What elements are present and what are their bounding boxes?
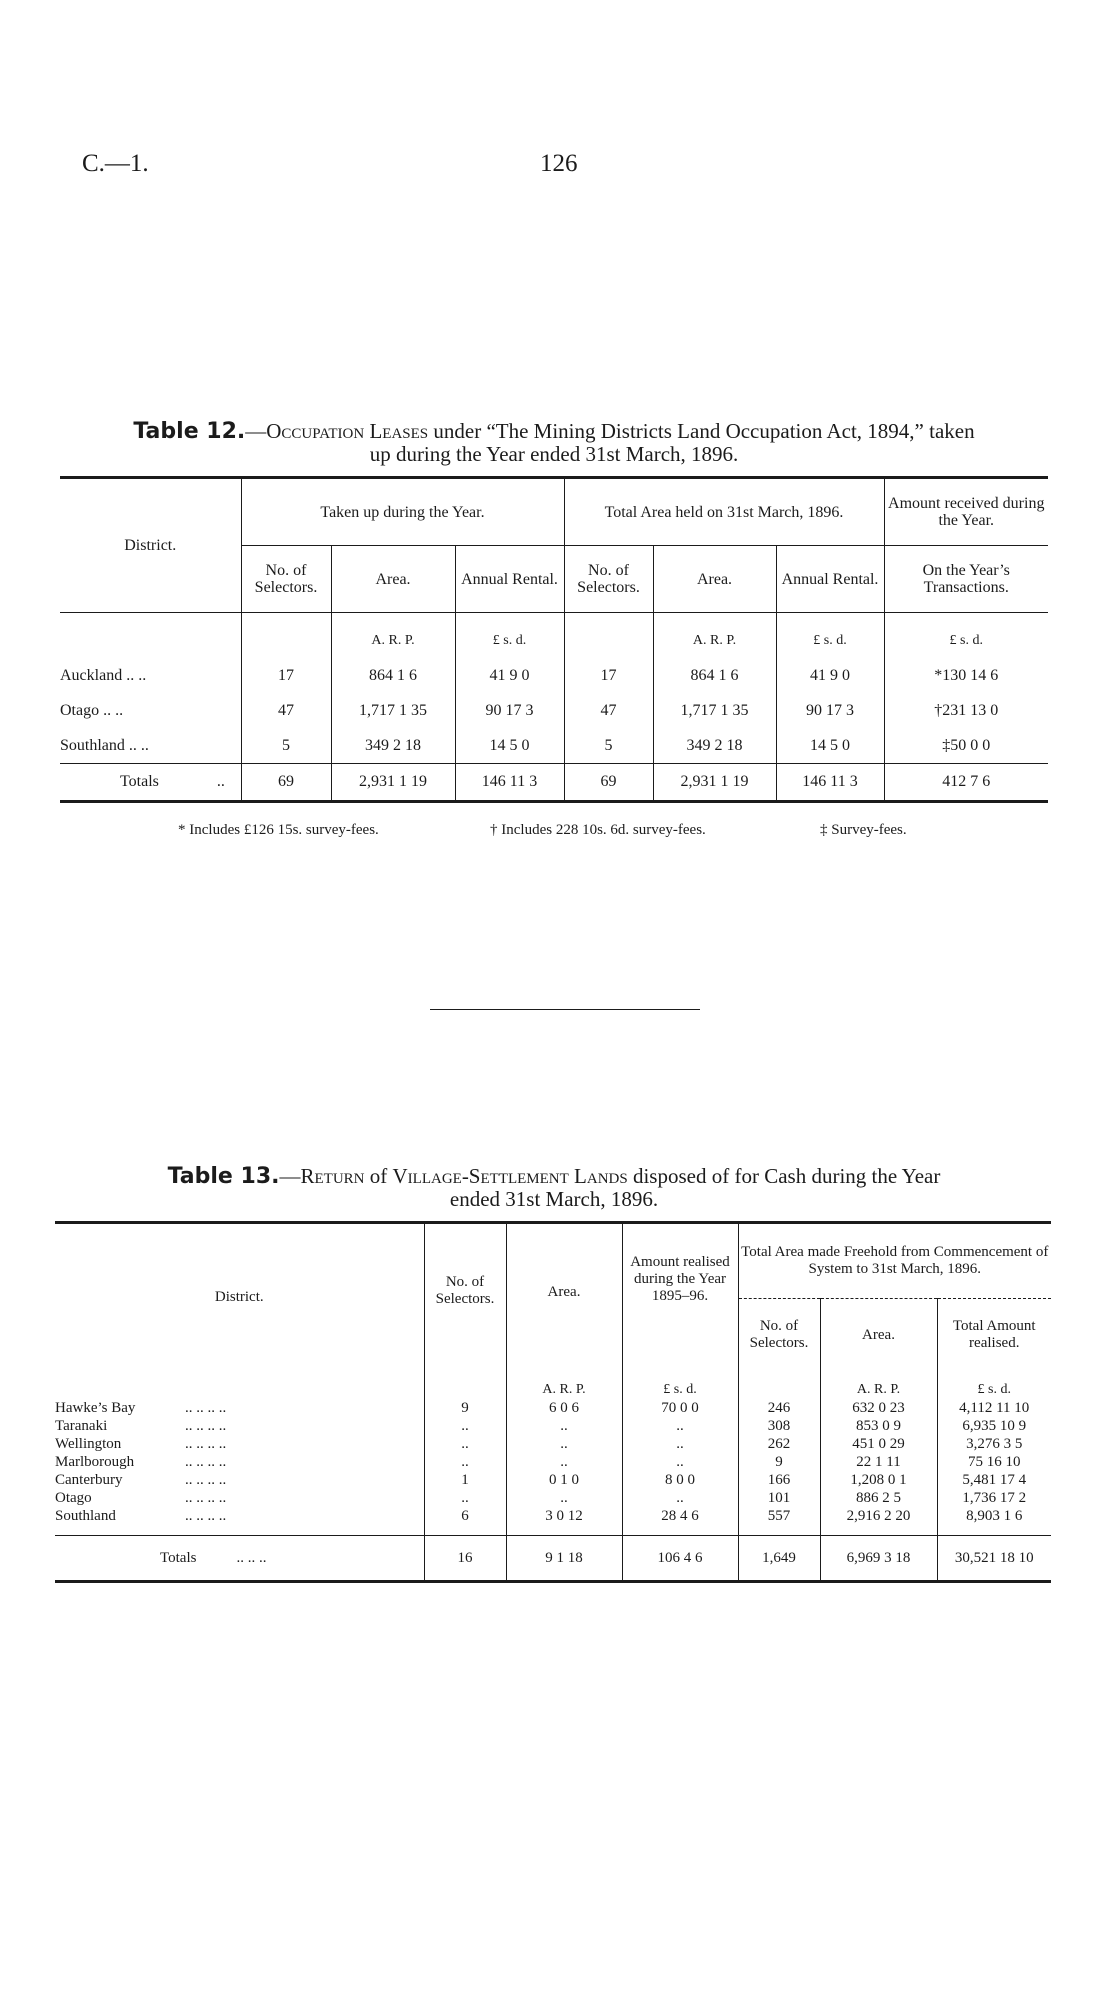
group-amount-received: Amount received during the Year. [884, 478, 1048, 546]
totals-row [60, 764, 1048, 802]
cell-area: .. [506, 1453, 622, 1471]
table-13-title-line1: disposed of for Cash during the Year [627, 1164, 941, 1188]
cell-amount: .. [622, 1435, 738, 1453]
cell-district: Auckland .. .. [60, 666, 147, 684]
cell-freehold-selectors: 262 [738, 1435, 820, 1453]
table-13 [55, 1221, 1051, 1583]
table-row [55, 1399, 1051, 1417]
table-13-title-sc2: Village-Settlement Lands [392, 1164, 628, 1188]
cell-selectors: .. [424, 1435, 506, 1453]
cell-area-2: 1,717 1 35 [653, 693, 776, 728]
cell-freehold-selectors: 246 [738, 1399, 820, 1417]
cell-freehold-area: 1,208 0 1 [820, 1471, 937, 1489]
district-name: Marlborough [55, 1454, 135, 1470]
cell-district: Otago .. .. [60, 701, 124, 719]
table-13-title-of: of [364, 1164, 393, 1188]
cell-freehold-area: 22 1 11 [820, 1453, 937, 1471]
total-selectors: 69 [241, 764, 331, 802]
cell-selectors-2: 5 [564, 728, 653, 764]
cell-freehold-total: 75 16 10 [937, 1453, 1051, 1471]
table-12-title-line1: under “The Mining Districts Land Occupation Act, 1894,” taken [428, 419, 975, 443]
cell-selectors: .. [424, 1453, 506, 1471]
district-name: Taranaki [55, 1418, 108, 1434]
cell-selectors: 1 [424, 1471, 506, 1489]
cell-rental-2: 41 9 0 [776, 658, 884, 693]
totals-label: Totals [120, 773, 159, 790]
cell-area: 3 0 12 [506, 1507, 622, 1525]
cell-area: 0 1 0 [506, 1471, 622, 1489]
district-name: Canterbury [55, 1472, 123, 1488]
cell-amount: 28 4 6 [622, 1507, 738, 1525]
cell-selectors: .. [424, 1489, 506, 1507]
table-13-title-sc1: Return [300, 1164, 365, 1188]
cell-freehold-selectors: 166 [738, 1471, 820, 1489]
total-freehold-area: 6,969 3 18 [820, 1536, 937, 1582]
unit-arp-2: A. R. P. [653, 613, 776, 659]
leader-dots: .. .. .. .. [185, 1490, 227, 1506]
cell-freehold-total: 5,481 17 4 [937, 1471, 1051, 1489]
table-12-title: Table 12.—Occupation Leases under “The Mining Districts Land Occupation Act, 1894,” taken up during the Year ended 31st March, 1896. [60, 420, 1048, 465]
total-amount: 106 4 6 [622, 1536, 738, 1582]
table-row [55, 1453, 1051, 1471]
table-row [60, 728, 1048, 764]
cell-district [55, 1489, 424, 1507]
cell-rental: 14 5 0 [455, 728, 564, 764]
cell-rental: 90 17 3 [455, 693, 564, 728]
cell-freehold-selectors: 101 [738, 1489, 820, 1507]
total-area-2: 2,931 1 19 [653, 764, 776, 802]
table-row [55, 1435, 1051, 1453]
table-12-title-line2: up during the Year ended 31st March, 1896. [369, 442, 739, 466]
col-area: Area. [506, 1223, 622, 1372]
table-row [55, 1471, 1051, 1489]
cell-freehold-area: 451 0 29 [820, 1435, 937, 1453]
cell-freehold-total: 3,276 3 5 [937, 1435, 1051, 1453]
sub-area: Area. [331, 546, 455, 613]
totals-label: Totals [160, 1550, 197, 1566]
cell-district [55, 1471, 424, 1489]
sub-selectors: No. of Selectors. [738, 1299, 820, 1372]
unit-arp: A. R. P. [506, 1371, 622, 1399]
leader-dots: .. .. .. .. [185, 1418, 227, 1434]
cell-freehold-total: 1,736 17 2 [937, 1489, 1051, 1507]
cell-selectors: 6 [424, 1507, 506, 1525]
cell-selectors-2: 17 [564, 658, 653, 693]
sub-rental-2: Annual Rental. [776, 546, 884, 613]
table-12-title-smallcaps: Occupation Leases [266, 419, 429, 443]
unit-lsd-3: £ s. d. [884, 613, 1048, 659]
leader-dots: .. .. .. .. [185, 1454, 227, 1470]
footnote-2: † Includes 228 10s. 6d. survey-fees. [490, 822, 706, 838]
total-area: 2,931 1 19 [331, 764, 455, 802]
cell-amount: *130 14 6 [884, 658, 1048, 693]
group-total-area: Total Area held on 31st March, 1896. [564, 478, 884, 546]
cell-rental-2: 14 5 0 [776, 728, 884, 764]
cell-freehold-area: 2,916 2 20 [820, 1507, 937, 1525]
total-selectors: 16 [424, 1536, 506, 1582]
cell-district [55, 1399, 424, 1417]
totals-label-cell [60, 764, 241, 802]
cell-area: 1,717 1 35 [331, 693, 455, 728]
table-13-title-line2: ended 31st March, 1896. [449, 1187, 659, 1211]
totals-dots: .. [216, 773, 225, 790]
cell-area-2: 864 1 6 [653, 658, 776, 693]
sub-area-2: Area. [653, 546, 776, 613]
sub-rental: Annual Rental. [455, 546, 564, 613]
leader-dots: .. .. .. .. [185, 1472, 227, 1488]
cell-freehold-selectors: 308 [738, 1417, 820, 1435]
cell-freehold-total: 8,903 1 6 [937, 1507, 1051, 1525]
unit-lsd-2: £ s. d. [776, 613, 884, 659]
total-amount: 412 7 6 [884, 764, 1048, 802]
cell-amount: .. [622, 1417, 738, 1435]
cell-freehold-area: 632 0 23 [820, 1399, 937, 1417]
col-amount: Amount realised during the Year 1895–96. [622, 1223, 738, 1372]
cell-selectors: 5 [241, 728, 331, 764]
cell-selectors: 17 [241, 658, 331, 693]
cell-area: .. [506, 1435, 622, 1453]
group-freehold: Total Area made Freehold from Commencement of System to 31st March, 1896. [738, 1223, 1051, 1299]
unit-lsd: £ s. d. [455, 613, 564, 659]
cell-area: 6 0 6 [506, 1399, 622, 1417]
cell-area: .. [506, 1417, 622, 1435]
table-row [55, 1507, 1051, 1525]
cell-district [55, 1507, 424, 1525]
sub-total-amount: Total Amount realised. [937, 1299, 1051, 1372]
sub-selectors: No. of Selectors. [241, 546, 331, 613]
cell-area: 349 2 18 [331, 728, 455, 764]
cell-selectors: 9 [424, 1399, 506, 1417]
unit-arp: A. R. P. [331, 613, 455, 659]
footnote-3: ‡ Survey-fees. [820, 822, 907, 838]
cell-selectors-2: 47 [564, 693, 653, 728]
cell-freehold-area: 853 0 9 [820, 1417, 937, 1435]
unit-arp-2: A. R. P. [820, 1371, 937, 1399]
cell-area: 864 1 6 [331, 658, 455, 693]
totals-dots: .. .. .. [236, 1550, 267, 1566]
district-name: Otago [55, 1490, 92, 1506]
table-12-label: Table 12. [133, 419, 246, 444]
total-rental: 146 11 3 [455, 764, 564, 802]
section-divider [430, 1009, 700, 1010]
totals-row [55, 1536, 1051, 1582]
footnote-1: * Includes £126 15s. survey-fees. [178, 822, 379, 838]
sub-area: Area. [820, 1299, 937, 1372]
cell-freehold-selectors: 557 [738, 1507, 820, 1525]
total-freehold-amount: 30,521 18 10 [937, 1536, 1051, 1582]
cell-area-2: 349 2 18 [653, 728, 776, 764]
cell-amount: 70 0 0 [622, 1399, 738, 1417]
district-name: Southland [55, 1508, 116, 1524]
table-row [55, 1417, 1051, 1435]
cell-amount: .. [622, 1489, 738, 1507]
cell-freehold-area: 886 2 5 [820, 1489, 937, 1507]
cell-amount: ‡50 0 0 [884, 728, 1048, 764]
cell-district [55, 1417, 424, 1435]
unit-lsd: £ s. d. [622, 1371, 738, 1399]
table-12 [60, 476, 1048, 803]
cell-district: Southland .. .. [60, 736, 149, 754]
document-reference: C.—1. [82, 150, 149, 177]
table-13-dash: — [279, 1164, 301, 1188]
table-row [60, 693, 1048, 728]
unit-lsd-2: £ s. d. [937, 1371, 1051, 1399]
sub-selectors-2: No. of Selectors. [564, 546, 653, 613]
leader-dots: .. .. .. .. [185, 1508, 227, 1524]
cell-selectors: .. [424, 1417, 506, 1435]
total-rental-2: 146 11 3 [776, 764, 884, 802]
cell-freehold-selectors: 9 [738, 1453, 820, 1471]
group-taken-up: Taken up during the Year. [241, 478, 564, 546]
total-selectors-2: 69 [564, 764, 653, 802]
cell-selectors: 47 [241, 693, 331, 728]
table-13-label: Table 13. [167, 1164, 280, 1189]
table-row [60, 658, 1048, 693]
cell-area: .. [506, 1489, 622, 1507]
cell-rental-2: 90 17 3 [776, 693, 884, 728]
cell-amount: .. [622, 1453, 738, 1471]
sub-transactions: On the Year’s Transactions. [884, 546, 1048, 613]
col-district: District. [60, 478, 241, 613]
cell-rental: 41 9 0 [455, 658, 564, 693]
cell-freehold-total: 4,112 11 10 [937, 1399, 1051, 1417]
cell-amount: 8 0 0 [622, 1471, 738, 1489]
district-name: Wellington [55, 1436, 122, 1452]
district-name: Hawke’s Bay [55, 1400, 136, 1416]
leader-dots: .. .. .. .. [185, 1436, 227, 1452]
leader-dots: .. .. .. .. [185, 1400, 227, 1416]
table-row [55, 1489, 1051, 1507]
table-13-title [60, 1165, 1048, 1210]
totals-label-cell [55, 1536, 424, 1582]
col-selectors: No. of Selectors. [424, 1223, 506, 1372]
cell-district [55, 1453, 424, 1471]
col-district: District. [55, 1223, 424, 1372]
cell-freehold-total: 6,935 10 9 [937, 1417, 1051, 1435]
cell-amount: †231 13 0 [884, 693, 1048, 728]
total-freehold-selectors: 1,649 [738, 1536, 820, 1582]
total-area: 9 1 18 [506, 1536, 622, 1582]
cell-district [55, 1435, 424, 1453]
page-number: 126 [540, 150, 578, 177]
